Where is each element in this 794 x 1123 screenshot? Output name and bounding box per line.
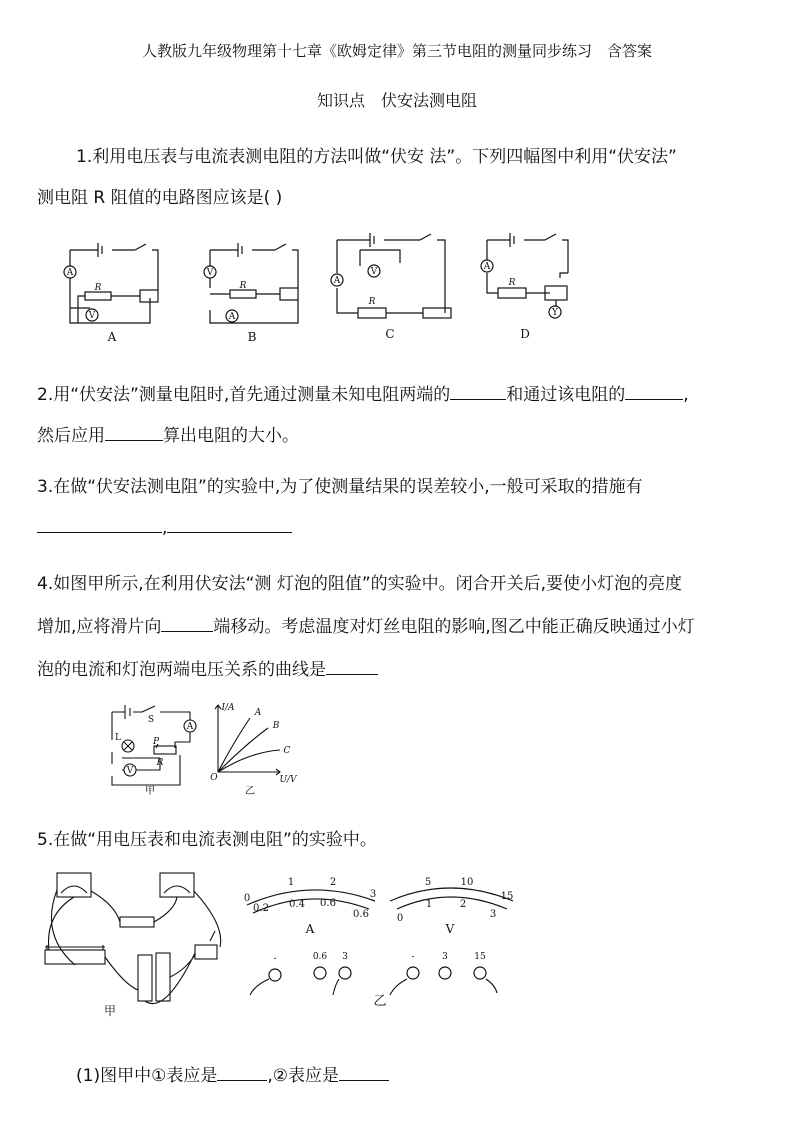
circuit-label-c: C bbox=[385, 327, 395, 341]
q2-blank-voltage[interactable] bbox=[450, 383, 506, 400]
voltmeter-bottom-tick-1: 1 bbox=[425, 899, 433, 910]
q1-line1: 1.利用电压表与电流表测电阻的方法叫做“伏安 法”。下列四幅图中利用“伏安法” bbox=[76, 147, 677, 167]
ammeter-bottom-tick-3: 0.6 bbox=[353, 909, 369, 920]
ammeter-symbol-d: A bbox=[483, 262, 491, 272]
q4-blank-curve[interactable] bbox=[326, 658, 378, 675]
resistor-label-b: R bbox=[239, 281, 247, 291]
ammeter-terminal-0-6: 0.6 bbox=[312, 952, 328, 962]
voltmeter-symbol-c: V bbox=[370, 267, 378, 277]
q4-text-3: 泡的电流和灯泡两端电压关系的曲线是 bbox=[37, 660, 326, 680]
section-title: 知识点 伏安法测电阻 bbox=[316, 91, 477, 110]
ammeter-terminal-neg: - bbox=[273, 954, 277, 964]
circuit-label-d: D bbox=[520, 327, 530, 341]
q2-line2 bbox=[37, 421, 299, 446]
graph-origin-label: O bbox=[210, 773, 218, 783]
voltmeter-symbol-b: V bbox=[206, 268, 214, 278]
ammeter-top-tick-2: 2 bbox=[329, 877, 337, 888]
figure-yi-caption-q5: 乙 bbox=[373, 994, 387, 1009]
q4-blank-direction[interactable] bbox=[161, 615, 213, 632]
ammeter-bottom-tick-0: 0.2 bbox=[253, 903, 269, 914]
curve-c-label: C bbox=[283, 746, 291, 756]
q3-blank-2[interactable] bbox=[167, 516, 292, 533]
q1-circuit-figures bbox=[40, 228, 580, 353]
voltmeter-bottom-tick-0: 0 bbox=[396, 913, 404, 924]
ammeter-top-tick-0: 0 bbox=[243, 893, 251, 904]
voltmeter-terminal-15: 15 bbox=[474, 952, 486, 962]
slider-label: P bbox=[152, 737, 160, 747]
voltmeter-symbol-q4: V bbox=[126, 766, 134, 776]
figure-jia-caption: 甲 bbox=[145, 786, 155, 797]
figure-yi-caption: 乙 bbox=[245, 786, 255, 797]
q4-line3 bbox=[37, 655, 378, 680]
ammeter-dial-label: A bbox=[305, 922, 315, 936]
q4-text-2a: 增加,应将滑片向 bbox=[37, 617, 162, 637]
q1-line2: 测电阻 R 阻值的电路图应该是( ) bbox=[37, 188, 283, 208]
q2-text-4: 然后应用 bbox=[37, 426, 105, 446]
circuit-label-b: B bbox=[247, 330, 257, 344]
q4-text-2b: 端移动。考虑温度对灯丝电阻的影响,图乙中能正确反映通过小灯 bbox=[213, 617, 695, 637]
q5-sub1-text-b: ,②表应是 bbox=[267, 1066, 339, 1086]
q4-line2 bbox=[37, 612, 695, 637]
meter-symbol-d: Y bbox=[552, 308, 558, 318]
figure-jia-caption-q5: 甲 bbox=[103, 1004, 117, 1018]
ammeter-bottom-tick-2: 0.6 bbox=[320, 898, 336, 909]
q5-sub1-text-a: (1)图甲中①表应是 bbox=[76, 1066, 218, 1086]
resistor-label-c: R bbox=[368, 297, 376, 307]
circuit-label-a: A bbox=[107, 330, 117, 344]
graph-y-label: I/A bbox=[221, 703, 235, 713]
voltmeter-symbol-a: V bbox=[88, 311, 96, 321]
rheostat-label: R bbox=[156, 758, 164, 768]
q3-line1: 3.在做“伏安法测电阻”的实验中,为了使测量结果的误差较小,一般可采取的措施有 bbox=[37, 477, 643, 497]
ammeter-symbol-q4: A bbox=[186, 722, 194, 732]
curve-a-label: A bbox=[254, 708, 262, 718]
voltmeter-terminal-neg: - bbox=[411, 952, 415, 962]
voltmeter-top-tick-5: 5 bbox=[424, 877, 432, 888]
ammeter-bottom-tick-1: 0.4 bbox=[289, 899, 305, 910]
q5-blank-meter2[interactable] bbox=[339, 1064, 389, 1081]
switch-label: S bbox=[147, 715, 155, 725]
voltmeter-dial-label: V bbox=[445, 922, 455, 936]
q4-figures bbox=[100, 700, 310, 800]
voltmeter-terminal-3: 3 bbox=[442, 952, 448, 962]
lamp-label: L bbox=[115, 733, 121, 743]
q5-blank-meter1[interactable] bbox=[217, 1064, 267, 1081]
q5-figures bbox=[35, 865, 515, 1025]
voltmeter-top-tick-10: 10 bbox=[460, 877, 474, 888]
q2-text-3: , bbox=[683, 385, 689, 405]
ammeter-symbol-b: A bbox=[228, 312, 236, 322]
q2-text-2: 和通过该电阻的 bbox=[506, 385, 626, 405]
ammeter-top-tick-1: 1 bbox=[287, 877, 295, 888]
q5-sub1 bbox=[76, 1061, 389, 1086]
ammeter-symbol-c: A bbox=[333, 276, 341, 286]
ammeter-symbol-a: A bbox=[66, 268, 74, 278]
q5-line1: 5.在做“用电压表和电流表测电阻”的实验中。 bbox=[37, 830, 377, 850]
document-title: 人教版九年级物理第十七章《欧姆定律》第三节电阻的测量同步练习 含答案 bbox=[141, 42, 652, 60]
resistor-label-a: R bbox=[94, 283, 102, 293]
q3-blank-1[interactable] bbox=[37, 516, 162, 533]
q3-line2 bbox=[37, 516, 292, 538]
q2-blank-current[interactable] bbox=[625, 383, 683, 400]
graph-x-label: U/V bbox=[279, 775, 297, 785]
q4-line1: 4.如图甲所示,在利用伏安法“测 灯泡的阻值”的实验中。闭合开关后,要使小灯泡的亮度 bbox=[37, 574, 683, 594]
voltmeter-bottom-tick-3: 3 bbox=[489, 909, 497, 920]
voltmeter-top-tick-15: 15 bbox=[500, 891, 514, 902]
q2-text-5: 算出电阻的大小。 bbox=[163, 426, 299, 446]
resistor-label-d: R bbox=[508, 278, 516, 288]
ammeter-terminal-3: 3 bbox=[342, 952, 348, 962]
voltmeter-bottom-tick-2: 2 bbox=[459, 899, 467, 910]
ammeter-top-tick-3: 3 bbox=[369, 889, 377, 900]
q2-blank-law[interactable] bbox=[105, 424, 163, 441]
curve-b-label: B bbox=[272, 721, 280, 731]
q2-line1 bbox=[37, 380, 689, 405]
q2-text-1: 2.用“伏安法”测量电阻时,首先通过测量未知电阻两端的 bbox=[37, 385, 451, 405]
q3-separator: , bbox=[162, 518, 168, 538]
